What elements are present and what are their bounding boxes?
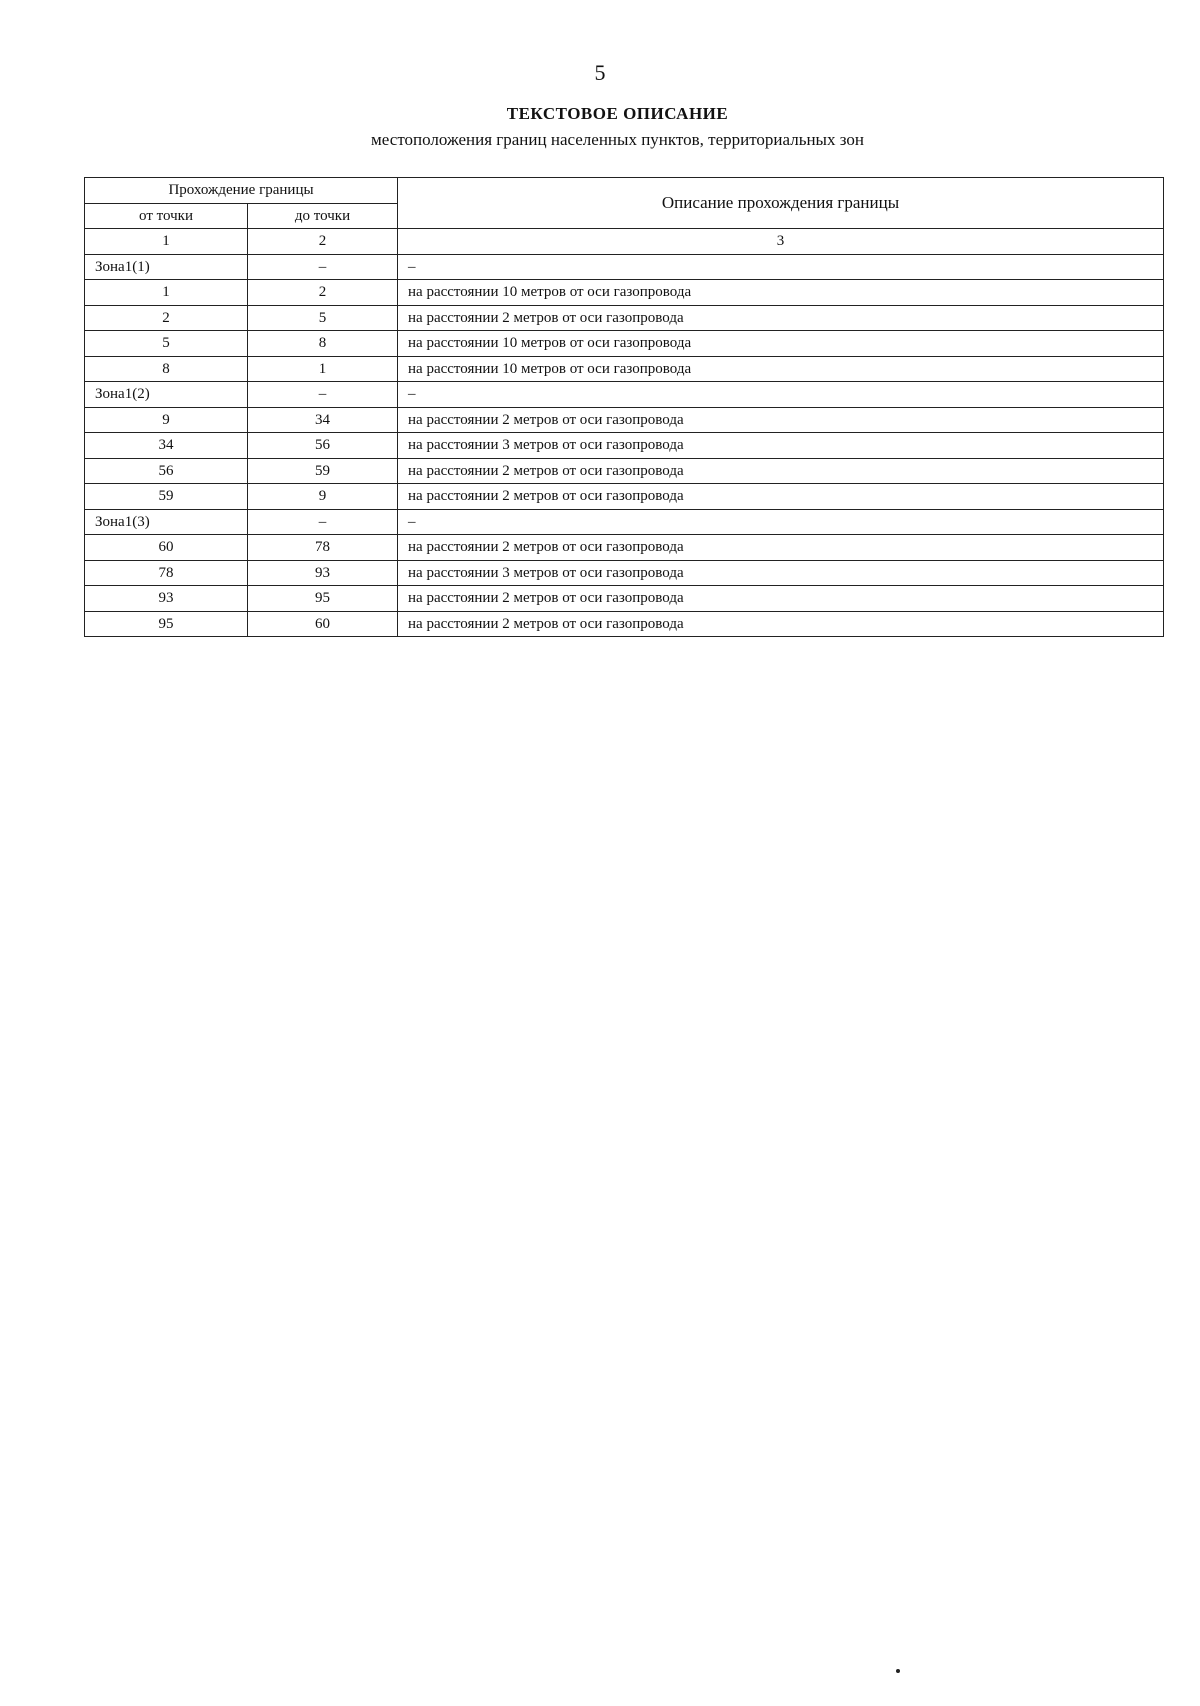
boundary-description-cell: на расстоянии 2 метров от оси газопровода	[398, 611, 1164, 637]
table-header	[85, 178, 1164, 255]
boundary-description-cell: на расстоянии 2 метров от оси газопровода	[398, 484, 1164, 510]
to-point-cell: 8	[248, 331, 398, 357]
from-point-cell: 60	[85, 535, 248, 561]
boundary-description-cell: на расстоянии 10 метров от оси газопровода	[398, 331, 1164, 357]
header-to-point: до точки	[248, 203, 398, 229]
from-point-cell: 93	[85, 586, 248, 612]
table-body	[85, 254, 1164, 637]
scan-speck	[896, 1669, 900, 1673]
from-point-cell: 34	[85, 433, 248, 459]
from-point-cell: 56	[85, 458, 248, 484]
boundary-description-cell: –	[398, 509, 1164, 535]
to-point-cell: 5	[248, 305, 398, 331]
table-row	[85, 254, 1164, 280]
from-point-cell: 78	[85, 560, 248, 586]
to-point-cell: –	[248, 382, 398, 408]
table-row	[85, 560, 1164, 586]
document-title: ТЕКСТОВОЕ ОПИСАНИЕ	[506, 104, 729, 123]
zone-label-cell: Зона1(3)	[85, 509, 248, 535]
to-point-cell: –	[248, 509, 398, 535]
boundary-description-cell: на расстоянии 2 метров от оси газопровода	[398, 305, 1164, 331]
boundary-description-cell: на расстоянии 2 метров от оси газопровода	[398, 586, 1164, 612]
to-point-cell: –	[248, 254, 398, 280]
to-point-cell: 95	[248, 586, 398, 612]
to-point-cell: 9	[248, 484, 398, 510]
table-row	[85, 535, 1164, 561]
table-row	[85, 433, 1164, 459]
table-row	[85, 458, 1164, 484]
to-point-cell: 60	[248, 611, 398, 637]
header-from-point: от точки	[85, 203, 248, 229]
boundary-description-cell: на расстоянии 10 метров от оси газопровода	[398, 356, 1164, 382]
to-point-cell: 1	[248, 356, 398, 382]
to-point-cell: 2	[248, 280, 398, 306]
header-boundary-description: Описание прохождения границы	[398, 178, 1164, 229]
table-row	[85, 331, 1164, 357]
from-point-cell: 9	[85, 407, 248, 433]
column-number-2: 2	[248, 229, 398, 255]
header-boundary-passage: Прохождение границы	[85, 178, 398, 204]
table-row	[85, 509, 1164, 535]
from-point-cell: 2	[85, 305, 248, 331]
zone-label-cell: Зона1(2)	[85, 382, 248, 408]
boundary-description-cell: –	[398, 254, 1164, 280]
boundary-description-cell: –	[398, 382, 1164, 408]
document-subtitle: местоположения границ населенных пунктов, территориальных зон	[371, 130, 864, 149]
table-row	[85, 356, 1164, 382]
column-number-3: 3	[398, 229, 1164, 255]
page-number: 5	[594, 60, 606, 85]
boundary-description-cell: на расстоянии 2 метров от оси газопровода	[398, 407, 1164, 433]
table-row	[85, 407, 1164, 433]
table-row	[85, 382, 1164, 408]
boundary-description-cell: на расстоянии 2 метров от оси газопровода	[398, 458, 1164, 484]
from-point-cell: 8	[85, 356, 248, 382]
to-point-cell: 59	[248, 458, 398, 484]
boundary-description-cell: на расстоянии 3 метров от оси газопровода	[398, 433, 1164, 459]
boundary-description-cell: на расстоянии 10 метров от оси газопровода	[398, 280, 1164, 306]
from-point-cell: 95	[85, 611, 248, 637]
table-row	[85, 484, 1164, 510]
table-row	[85, 280, 1164, 306]
boundary-description-cell: на расстоянии 3 метров от оси газопровода	[398, 560, 1164, 586]
from-point-cell: 1	[85, 280, 248, 306]
column-number-1: 1	[85, 229, 248, 255]
boundary-description-cell: на расстоянии 2 метров от оси газопровода	[398, 535, 1164, 561]
boundary-description-table	[84, 177, 1164, 637]
from-point-cell: 5	[85, 331, 248, 357]
table-row	[85, 586, 1164, 612]
zone-label-cell: Зона1(1)	[85, 254, 248, 280]
to-point-cell: 78	[248, 535, 398, 561]
to-point-cell: 34	[248, 407, 398, 433]
from-point-cell: 59	[85, 484, 248, 510]
table-row	[85, 305, 1164, 331]
to-point-cell: 93	[248, 560, 398, 586]
table-row	[85, 611, 1164, 637]
to-point-cell: 56	[248, 433, 398, 459]
